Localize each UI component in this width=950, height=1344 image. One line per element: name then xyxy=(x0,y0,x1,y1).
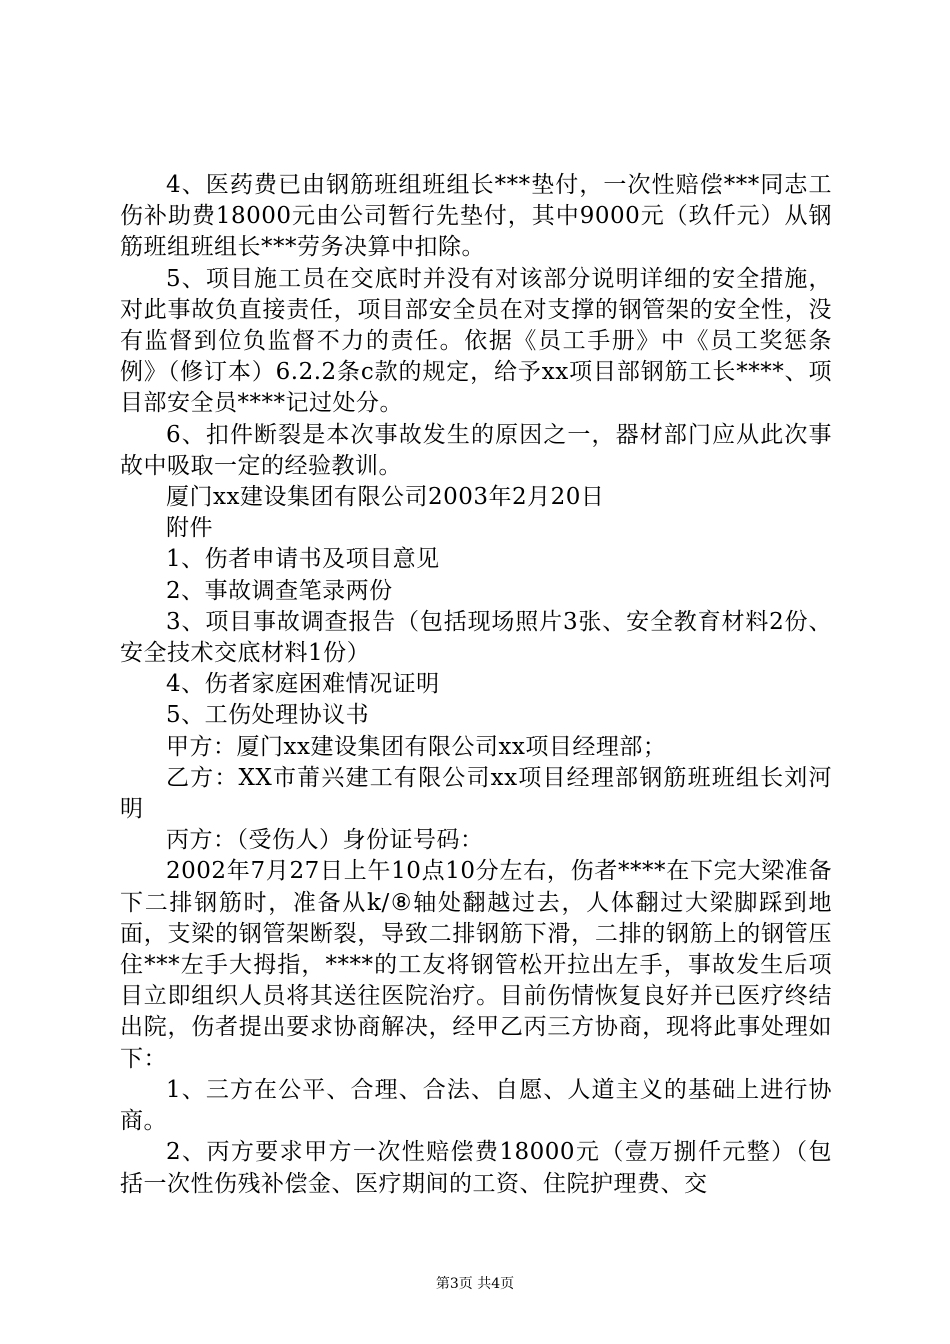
attachment-item: 4、伤者家庭困难情况证明 xyxy=(166,671,440,698)
party-c: 丙方：（受伤人）身份证号码： xyxy=(166,827,484,854)
attachment-item: 2、事故调查笔录两份 xyxy=(166,577,393,604)
attachments-heading: 附件 xyxy=(166,515,213,542)
attachment-item: 5、工伤处理协议书 xyxy=(166,702,370,729)
party-a: 甲方：厦门xx建设集团有限公司xx项目经理部； xyxy=(166,733,667,760)
signature-line: 厦门xx建设集团有限公司2003年2月20日 xyxy=(166,484,605,511)
paragraph: 4、医药费已由钢筋班组班组长***垫付，一次性赔偿***同志工伤补助费18000元由公司暂行先垫付，其中9000元（玖仟元）从钢筋班组班组长***劳务决算中扣除。 xyxy=(120,172,832,261)
page-number: 第3页 共4页 xyxy=(435,1276,515,1292)
paragraph: 6、扣件断裂是本次事故发生的原因之一，器材部门应从此次事故中吸取一定的经验教训。 xyxy=(120,421,832,479)
paragraph: 1、三方在公平、合理、合法、自愿、人道主义的基础上进行协商。 xyxy=(120,1076,832,1135)
party-b: 乙方：XX市莆兴建工有限公司xx项目经理部钢筋班班组长刘河明 xyxy=(120,764,832,823)
attachment-item: 3、项目事故调查报告（包括现场照片3张、安全教育材料2份、安全技术交底材料1份） xyxy=(120,608,832,667)
paragraph: 2、丙方要求甲方一次性赔偿费18000元（壹万捌仟元整）（包括一次性伤残补偿金、医疗期间的工资、住院护理费、交 xyxy=(120,1139,832,1197)
paragraph: 2002年7月27日上午10点10分左右，伤者****在下完大梁准备下二排钢筋时，准备从k/⑧轴处翻越过去，人体翻过大梁脚踩到地面，支梁的钢管架断裂，导致二排钢筋下滑，二排的钢筋上的钢管压住***左手大拇指，****的工友将钢管松开拉出左手，事故发生后项目立即组织人员将其送往医院治疗。目前伤情恢复良好并已医疗终结出院，伤者提出要求协商解决，经甲乙丙三方协商，现将此事处理如下： xyxy=(120,858,832,1072)
attachment-item: 1、伤者申请书及项目意见 xyxy=(166,546,440,573)
document-body xyxy=(120,170,832,1200)
paragraph: 5、项目施工员在交底时并没有对该部分说明详细的安全措施，对此事故负直接责任，项目部安全员在对支撑的钢管架的安全性，没有监督到位负监督不力的责任。依据《员工手册》中《员工奖惩条例》（修订本）6.2.2条c款的规定，给予xx项目部钢筋工长****、项目部安全员****记过处分。 xyxy=(120,265,832,417)
